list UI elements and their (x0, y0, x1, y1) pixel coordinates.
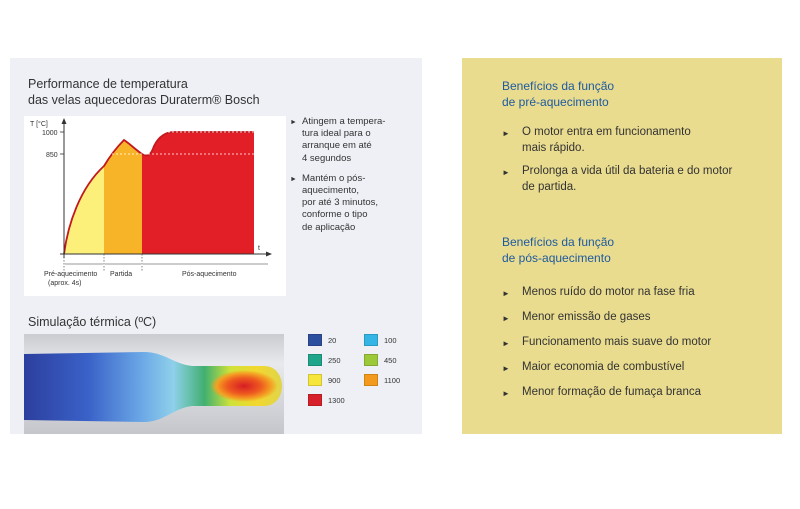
note-line: Mantém o pós- (302, 172, 366, 184)
list-item-line: Menor emissão de gases (522, 311, 651, 323)
preheat-benefits-title (502, 78, 614, 110)
list-item-text (522, 334, 711, 352)
list-item (502, 384, 782, 402)
legend-label: 100 (384, 335, 397, 345)
benefits-panel (462, 58, 782, 434)
arrow-right-icon: ► (290, 175, 297, 183)
phase-label-preheat: Pré-aquecimento (44, 271, 98, 278)
x-axis-arrow (266, 252, 272, 257)
legend-swatch (308, 394, 322, 406)
list-item-text (522, 359, 684, 377)
postheat-benefits-title (502, 234, 614, 266)
list-item (502, 163, 782, 195)
note-line: tura ideal para o (302, 128, 371, 140)
list-item-line: O motor entra em funcionamento (522, 126, 691, 138)
legend-label: 1100 (384, 375, 401, 385)
arrow-right-icon: ► (290, 119, 297, 126)
arrow-right-icon: ► (502, 289, 510, 298)
legend-swatch (308, 354, 322, 366)
legend-label: 450 (384, 355, 397, 365)
arrow-right-icon: ► (502, 339, 510, 348)
legend-label: 20 (328, 335, 337, 345)
section-title-line: Benefícios da função (502, 235, 615, 249)
list-item (502, 334, 782, 352)
legend-label: 1300 (328, 395, 345, 405)
phase-label-start: Partida (110, 271, 133, 278)
temperature-chart (24, 116, 286, 296)
list-item-text (522, 124, 691, 156)
arrow-right-icon: ► (502, 364, 510, 373)
y-axis-arrow (62, 118, 67, 124)
legend-swatch (308, 374, 322, 386)
list-item-text (522, 163, 732, 195)
simulation-title: Simulação térmica (ºC) (28, 315, 157, 329)
legend-swatch (364, 354, 378, 366)
legend-label: 900 (328, 375, 341, 385)
list-item-text (522, 384, 701, 402)
list-item (502, 284, 782, 302)
postheat-benefits-list (502, 284, 782, 409)
list-item-text (522, 309, 650, 327)
section-title-line: de pós-aquecimento (502, 251, 611, 265)
note-line: arranque em até (302, 140, 372, 152)
note-line: conforme o tipo (302, 209, 368, 221)
hot-zone (210, 370, 278, 402)
legend-item (308, 354, 341, 366)
list-item-line: Prolonga a vida útil da bateria e do motor (522, 165, 733, 177)
list-item-line: Maior economia de combustível (522, 361, 685, 373)
list-item-line: mais rápido. (522, 142, 585, 154)
note-text (302, 116, 420, 165)
list-item (502, 359, 782, 377)
y-axis-label: T [°C] (30, 121, 48, 128)
section-title-line: Benefícios da função (502, 79, 615, 93)
temperature-legend (308, 334, 418, 414)
arrow-right-icon: ► (502, 168, 510, 177)
preheat-area (64, 166, 104, 254)
y-tick-label: 1000 (42, 130, 58, 137)
list-item-line: de partida. (522, 181, 577, 193)
performance-title-line: das velas aquecedoras Duraterm® Bosch (28, 93, 260, 107)
legend-item (308, 394, 345, 406)
arrow-right-icon: ► (502, 314, 510, 323)
legend-item (364, 354, 397, 366)
phase-label-postheat: Pós-aquecimento (182, 271, 237, 278)
legend-item (364, 334, 397, 346)
performance-title (28, 76, 328, 108)
list-item-line: Funcionamento mais suave do motor (522, 336, 712, 348)
x-axis-label: t (258, 245, 260, 252)
postheat-area (142, 132, 254, 254)
arrow-right-icon: ► (502, 129, 510, 138)
thermal-simulation-image (24, 334, 284, 434)
legend-item (308, 334, 336, 346)
note-item (290, 116, 420, 165)
note-item (290, 173, 420, 234)
performance-panel (10, 58, 422, 434)
arrow-right-icon: ► (502, 389, 510, 398)
legend-label: 250 (328, 355, 341, 365)
note-text (302, 173, 420, 234)
legend-swatch (308, 334, 322, 346)
note-line: de aplicação (302, 221, 356, 233)
legend-swatch (364, 334, 378, 346)
legend-item (364, 374, 400, 386)
preheat-benefits-list (502, 124, 782, 202)
list-item-line: Menos ruído do motor na fase fria (522, 286, 695, 298)
legend-swatch (364, 374, 378, 386)
list-item-text (522, 284, 695, 302)
note-line: por até 3 minutos, (302, 197, 379, 209)
list-item (502, 124, 782, 156)
performance-title-line: Performance de temperatura (28, 77, 188, 91)
list-item-line: Menor formação de fumaça branca (522, 386, 701, 398)
performance-notes (290, 116, 420, 242)
note-line: aquecimento, (302, 185, 360, 197)
note-line: 4 segundos (302, 152, 352, 164)
list-item (502, 309, 782, 327)
section-title-line: de pré-aquecimento (502, 95, 609, 109)
y-tick-label: 850 (46, 152, 58, 159)
note-line: Atingem a tempera- (302, 116, 386, 127)
legend-item (308, 374, 341, 386)
phase-label-preheat-sub: (aprox. 4s) (48, 280, 82, 287)
